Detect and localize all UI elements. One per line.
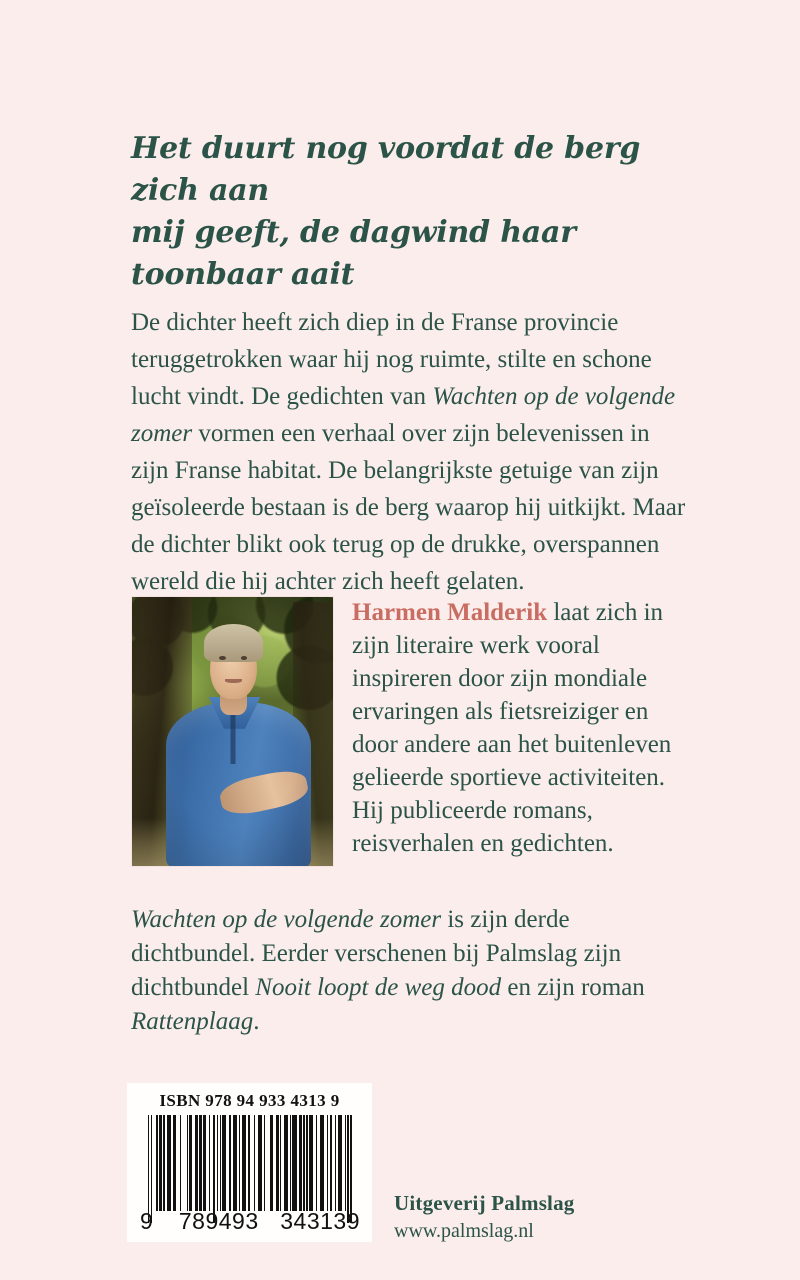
author-section — [131, 596, 691, 873]
barcode-digit-group-right: 343139 — [280, 1208, 360, 1234]
photo-vignette — [132, 597, 333, 866]
tail-part-1: is zijn derde dichtbundel. Eerder verschenen bij Palmslag zijn dichtbundel — [131, 906, 622, 1001]
barcode-lead-digit: 9 — [140, 1208, 154, 1234]
epigraph-quote — [131, 128, 691, 296]
barcode-digits — [140, 1208, 360, 1235]
tail-title-3: Rattenplaag — [131, 1008, 254, 1035]
tail-title-2: Nooit loopt de weg dood — [255, 974, 502, 1001]
barcode-card — [127, 1083, 372, 1242]
author-bio: laat zich in zijn literaire werk vooral inspireren door zijn mondiale ervaringen als fietsreiziger en door andere aan het buitenleven gelieerde sportieve activiteiten. — [352, 599, 672, 791]
isbn-label: ISBN 978 94 933 4313 9 — [159, 1091, 340, 1110]
author-photo — [131, 596, 334, 867]
tail-title-1: Wachten op de volgende zomer — [131, 906, 442, 933]
author-name: Harmen Malderik — [352, 599, 548, 626]
publisher-url[interactable]: www.palmslag.nl — [394, 1220, 534, 1242]
publisher-name: Uitgeverij Palmslag — [394, 1191, 575, 1215]
barcode-bars — [148, 1115, 352, 1211]
tail-part-3: . — [253, 1008, 260, 1035]
blurb-part-2: vormen een verhaal over zijn belevenissen in zijn Franse habitat. De belangrijkste getuige van zijn geïsoleerde bestaan is de berg waarop hij uitkijkt. Maar de dichter blikt ook terug op de drukke, overspannen wereld die hij achter zich heeft gelaten. — [131, 420, 686, 595]
barcode-digit-group-left: 789493 — [178, 1208, 259, 1234]
blurb-book-title: Wachten op de volgende zomer — [131, 383, 676, 447]
tail-part-2: en zijn roman — [501, 974, 645, 1001]
bibliography-paragraph — [131, 903, 691, 1039]
epigraph-line-2: mij geeft, de dagwind haar toonbaar aait — [131, 215, 576, 292]
book-blurb — [131, 304, 691, 600]
epigraph-line-1: Het duurt nog voordat de berg zich aan — [131, 131, 641, 208]
author-bio-line-2: Hij publiceerde romans, reisverhalen en gedichten. — [352, 797, 614, 857]
publisher-block — [394, 1190, 575, 1245]
blurb-part-1: De dichter heeft zich diep in de Franse provincie teruggetrokken waar hij nog ruimte, stilte en schone lucht vindt. De gedichten van — [131, 309, 652, 410]
